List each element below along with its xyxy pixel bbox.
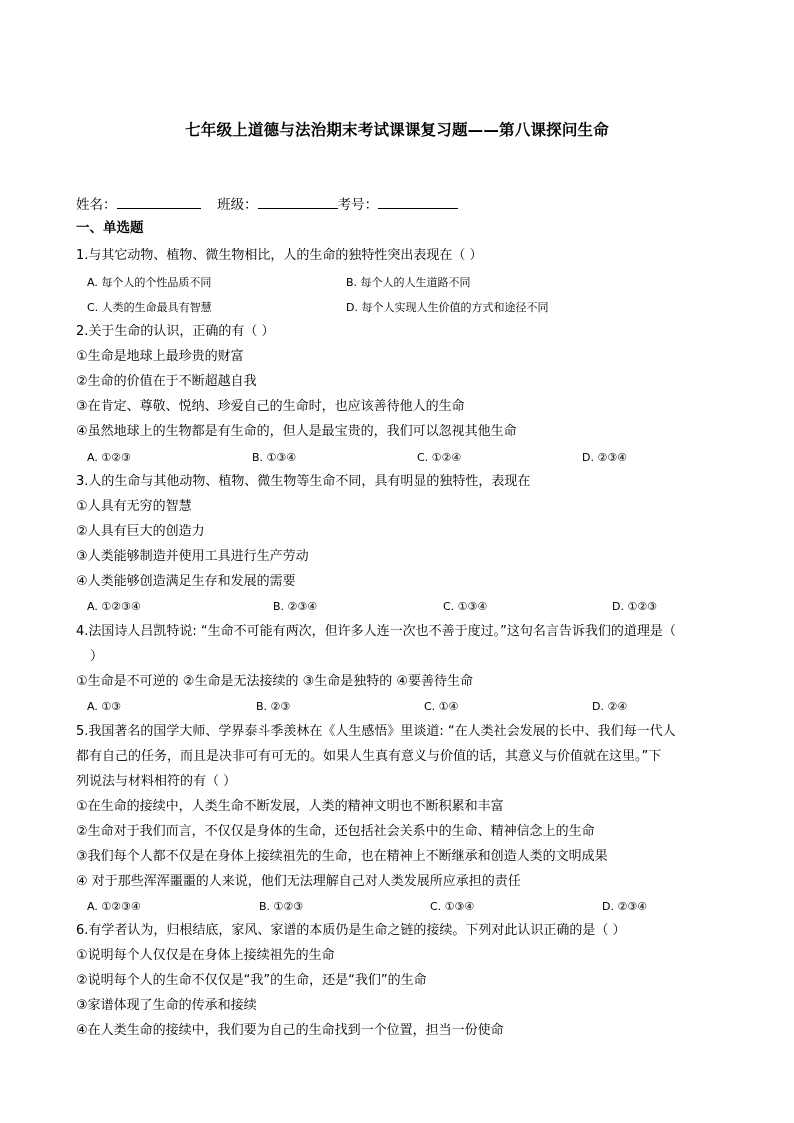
number-label: 考号：: [337, 197, 379, 213]
q6-statement-2: ②说明每个人的生命不仅仅是“我”的生命，还是“我们”的生命: [76, 973, 427, 988]
q6-stem: 6.有学者认为，归根结底，家风、家谱的本质仍是生命之链的接续。下列对此认识正确的是（ ）: [76, 923, 626, 938]
q2-statement-4: ④虽然地球上的生物都是有生命的，但人是最宝贵的，我们可以忽视其他生命: [76, 424, 517, 439]
q4-statements: ①生命是不可逆的 ②生命是无法接续的 ③生命是独特的 ④要善待生命: [76, 674, 474, 689]
q5-statement-4: ④ 对于那些浑浑噩噩的人来说，他们无法理解自己对人类发展所应承担的责任: [76, 874, 521, 889]
q1-option-a: A. 每个人的个性品质不同: [87, 276, 212, 289]
q3-option-a: A. ①②③④: [87, 600, 141, 613]
q2-option-c: C. ①②④: [417, 451, 462, 464]
q2-option-b: B. ①③④: [252, 451, 297, 464]
q3-statement-2: ②人具有巨大的创造力: [76, 524, 205, 539]
name-label: 姓名：: [76, 197, 117, 213]
q4-stem-line-2: ）: [90, 649, 104, 664]
q1-stem: 1.与其它动物、植物、微生物相比，人的生命的独特性突出表现在（ ）: [76, 248, 483, 263]
q5-option-c: C. ①③④: [430, 900, 475, 913]
class-label: 班级：: [217, 197, 258, 213]
q1-option-d: D. 每个人实现人生价值的方式和途径不同: [346, 301, 549, 314]
section-heading: 一、单选题: [76, 220, 144, 236]
q5-stem-line-2: 都有自己的任务，而且是决非可有可无的。如果人生真有意义与价值的话，其意义与价值就在这里。”下: [76, 749, 662, 764]
student-info-row: [76, 193, 458, 213]
q3-statement-1: ①人具有无穷的智慧: [76, 499, 192, 514]
q3-option-b: B. ②③④: [273, 600, 318, 613]
number-blank[interactable]: [378, 194, 458, 209]
q1-option-b: B. 每个人的人生道路不同: [346, 276, 471, 289]
q2-statement-3: ③在肯定、尊敬、悦纳、珍爱自己的生命时，也应该善待他人的生命: [76, 399, 465, 414]
q2-option-d: D. ②③④: [582, 451, 628, 464]
q3-statement-4: ④人类能够创造满足生存和发展的需要: [76, 574, 296, 589]
q3-stem: 3.人的生命与其他动物、植物、微生物等生命不同，具有明显的独特性，表现在: [76, 474, 531, 489]
q4-option-a: A. ①③: [87, 700, 122, 713]
q4-option-d: D. ②④: [592, 700, 628, 713]
q1-option-c: C. 人类的生命最具有智慧: [87, 301, 212, 314]
q4-option-b: B. ②③: [256, 700, 291, 713]
q4-stem-line-1: 4.法国诗人吕凯特说: “生命不可能有两次，但许多人连一次也不善于度过。”这句名言告诉我们的道理是（: [76, 624, 676, 639]
q3-statement-3: ③人类能够制造并使用工具进行生产劳动: [76, 549, 309, 564]
q5-option-a: A. ①②③④: [87, 900, 141, 913]
q5-stem-line-1: 5.我国著名的国学大师、学界泰斗季羡林在《人生感悟》里谈道: “在人类社会发展的长中、我们每一代人: [76, 724, 676, 739]
q6-statement-3: ③家谱体现了生命的传承和接续: [76, 998, 257, 1013]
q5-stem-line-3: 列说法与材料相符的有（ ）: [76, 774, 237, 789]
class-blank[interactable]: [258, 194, 338, 209]
q5-option-d: D. ②③④: [602, 900, 648, 913]
q2-option-a: A. ①②③: [87, 451, 131, 464]
name-blank[interactable]: [117, 194, 201, 209]
q5-statement-3: ③我们每个人都不仅是在身体上接续祖先的生命，也在精神上不断继承和创造人类的文明成果: [76, 849, 608, 864]
q4-option-c: C. ①④: [424, 700, 459, 713]
q5-statement-1: ①在生命的接续中，人类生命不断发展，人类的精神文明也不断积累和丰富: [76, 799, 504, 814]
q2-statement-1: ①生命是地球上最珍贵的财富: [76, 349, 244, 364]
q3-option-d: D. ①②③: [612, 600, 658, 613]
q2-statement-2: ②生命的价值在于不断超越自我: [76, 374, 257, 389]
q2-stem: 2.关于生命的认识，正确的有（ ）: [76, 324, 275, 339]
q6-statement-1: ①说明每个人仅仅是在身体上接续祖先的生命: [76, 948, 335, 963]
q5-statement-2: ②生命对于我们而言，不仅仅是身体的生命，还包括社会关系中的生命、精神信念上的生命: [76, 824, 595, 839]
q3-option-c: C. ①③④: [443, 600, 488, 613]
document-title: 七年级上道德与法治期末考试课课复习题——第八课探问生命: [185, 121, 609, 139]
q5-option-b: B. ①②③: [259, 900, 304, 913]
q6-statement-4: ④在人类生命的接续中，我们要为自己的生命找到一个位置，担当一份使命: [76, 1023, 504, 1038]
